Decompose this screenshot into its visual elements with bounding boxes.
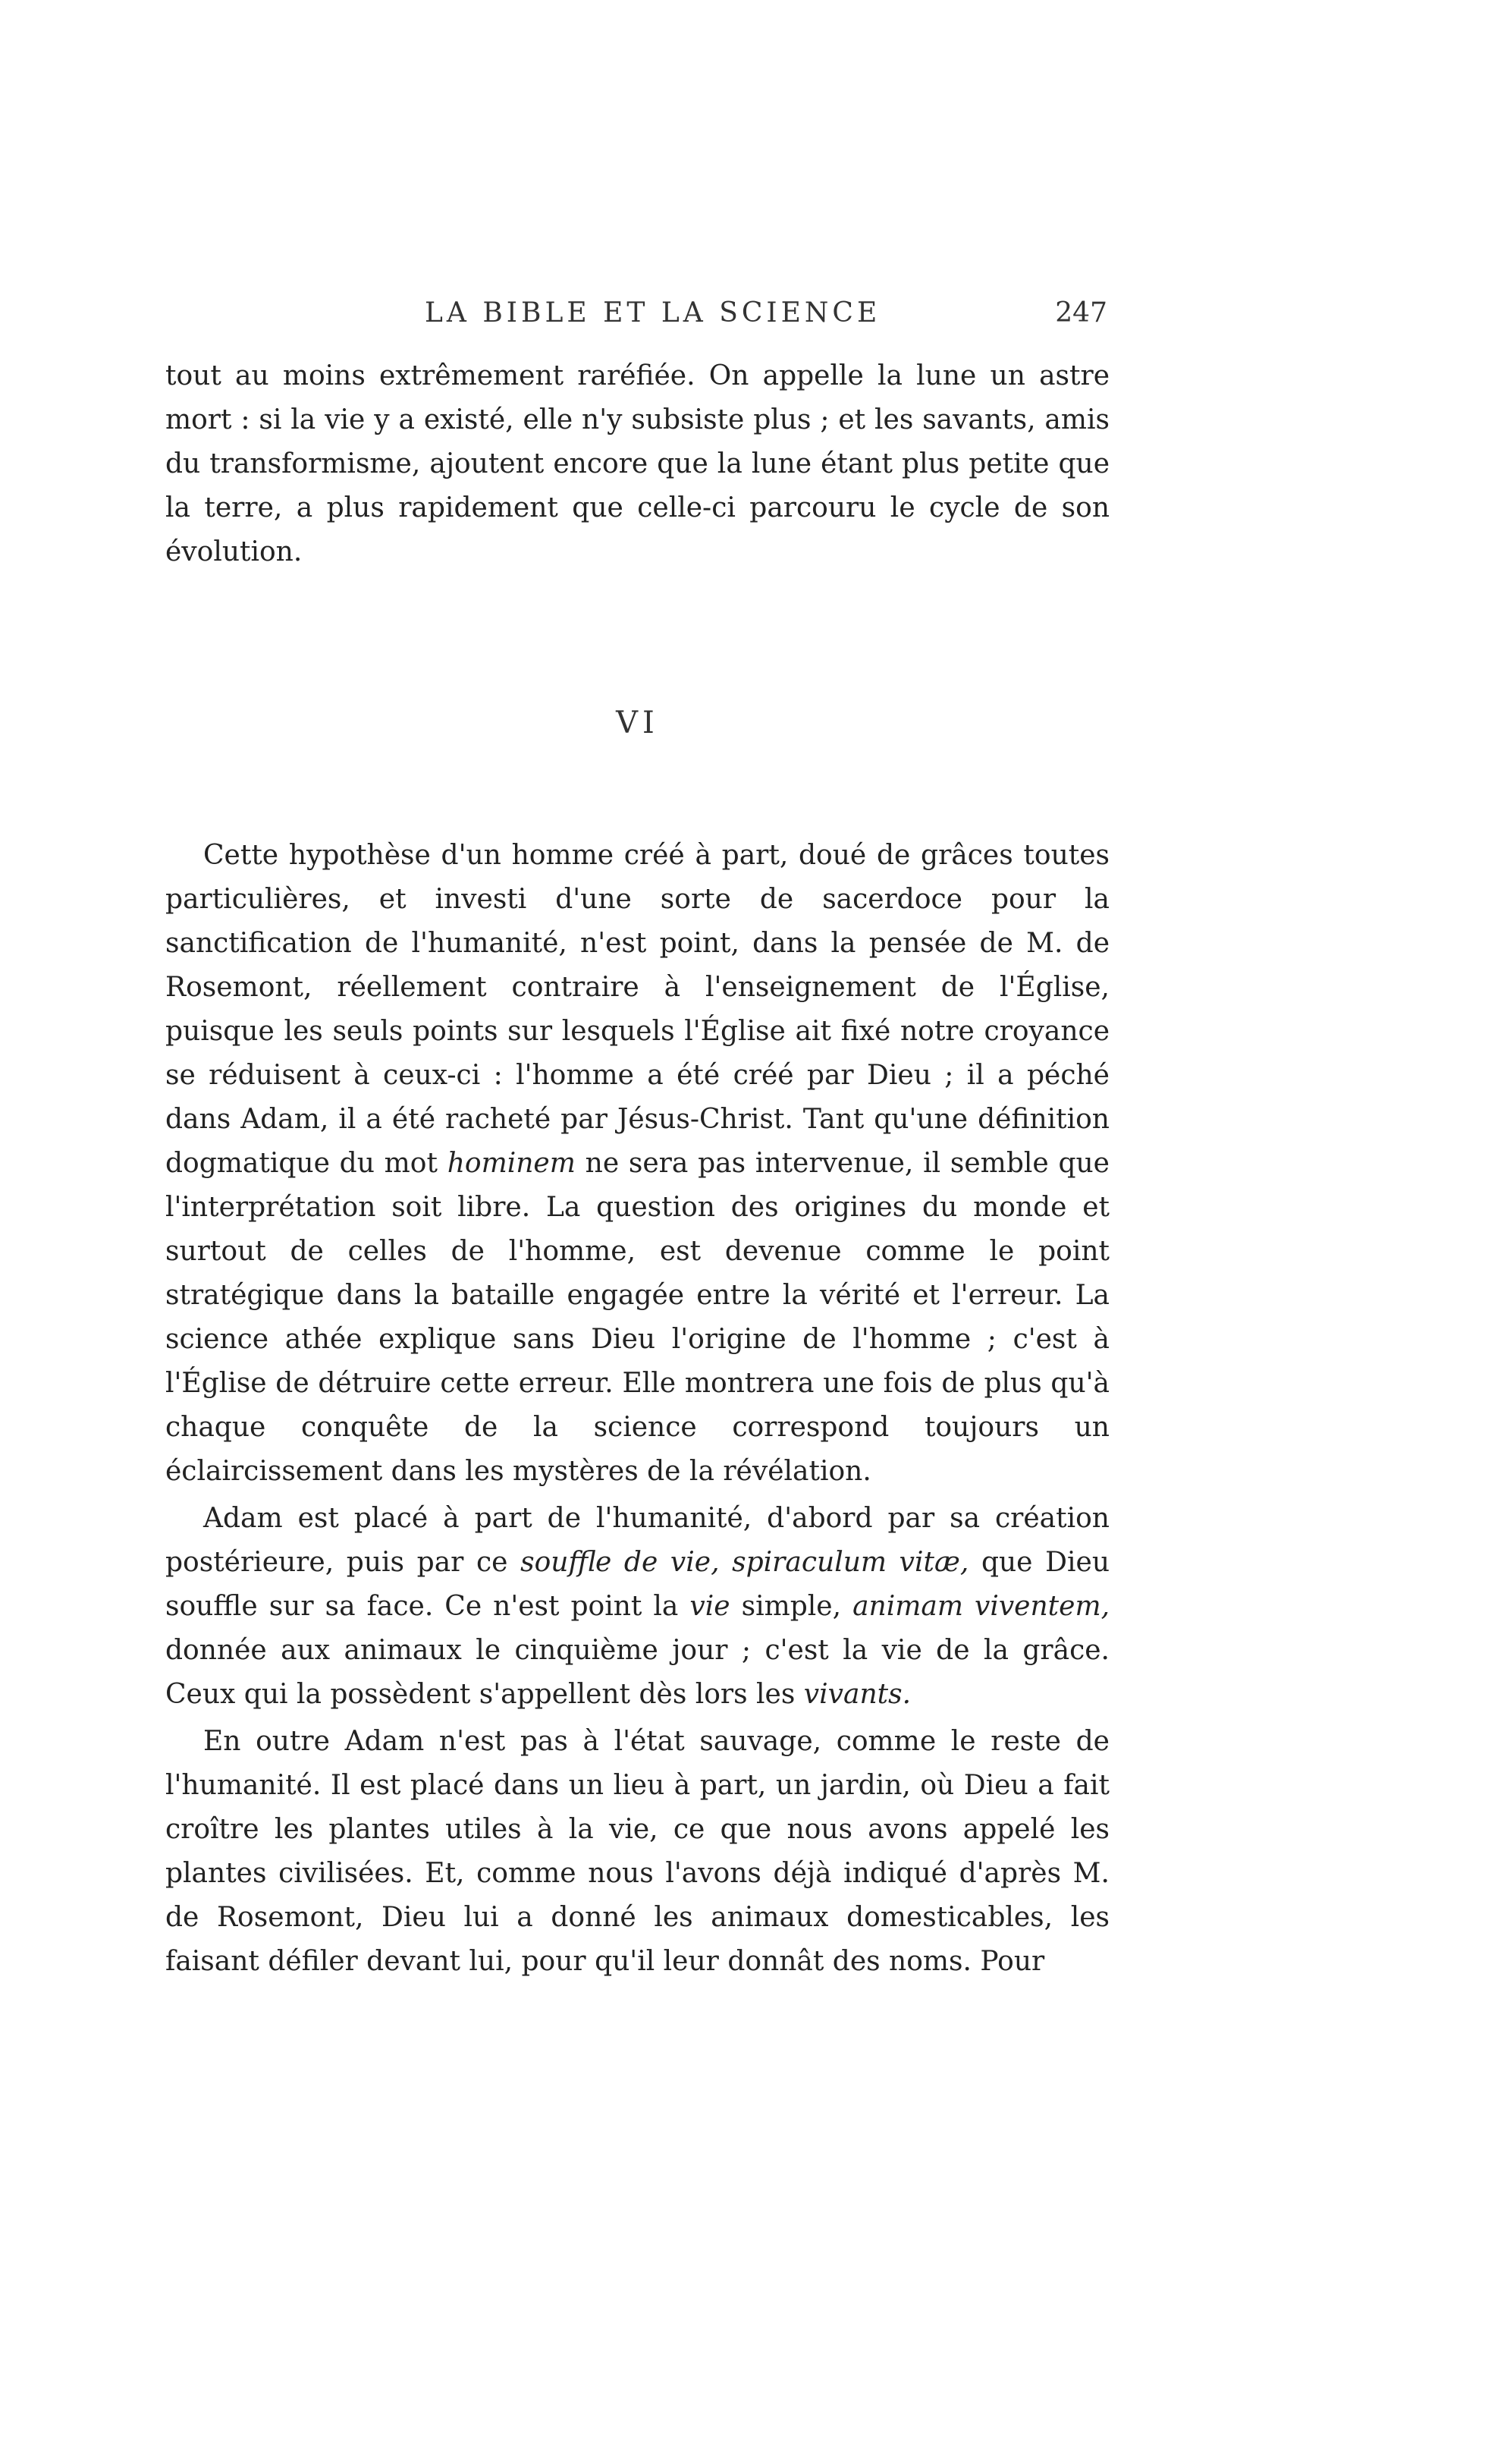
paragraph-2-text-3: simple,: [741, 1591, 842, 1622]
paragraph-1-text: Cette hypothèse d'un homme créé à part, doué de grâces toutes particulières, et investi d'une sorte de sacerdoce pour la sanctification de l'humanité, n'est point, dans la pensée de M. de Rosemont, réellement contraire à l'enseignement de l'Église, puisque les seuls points sur lesquels l'Église ait fixé notre croyance se réduisent à ceux-ci : l'homme a été créé par Dieu ; il a péché dans Adam, il a été racheté par Jésus-Christ. Tant qu'une définition dogmatique du mot: [165, 840, 1110, 1179]
continued-paragraph-block: [165, 354, 1110, 574]
paragraph-1: [165, 834, 1110, 1494]
continued-paragraph: tout au moins extrêmement raréfiée. On appelle la lune un astre mort : si la vie y a existé, elle n'y subsiste plus ; et les savants, amis du transformisme, ajoutent encore que la lune étant plus petite que la terre, a plus rapidement que celle-ci parcouru le cycle de son évolution.: [165, 360, 1110, 567]
paragraph-1-text-end: ne sera pas intervenue, il semble que l'interprétation soit libre. La question des origines du monde et surtout de celles de l'homme, est devenue comme le point stratégique dans la bataille engagée entre la vérité et l'erreur. La science athée explique sans Dieu l'origine de l'homme ; c'est à l'Église de détruire cette erreur. Elle montrera une fois de plus qu'à chaque conquête de la science correspond toujours un éclaircissement dans les mystères de la révélation.: [165, 1148, 1110, 1487]
italic-term-vie: vie: [689, 1591, 730, 1622]
running-header: [425, 297, 1107, 335]
paragraph-2: [165, 1497, 1110, 1717]
paragraph-2-text-1: Adam est placé à part de l'humanité, d'abord par sa création postérieure, puis par ce: [165, 1503, 1110, 1578]
page-number: 247: [1055, 297, 1107, 328]
paragraph-3: En outre Adam n'est pas à l'état sauvage, comme le reste de l'humanité. Il est placé dans un lieu à part, un jardin, où Dieu a fait croître les plantes utiles à la vie, ce que nous avons appelé les plantes civilisées. Et, comme nous l'avons déjà indiqué d'après M. de Rosemont, Dieu lui a donné les animaux domesticables, les faisant défiler devant lui, pour qu'il leur donnât des noms. Pour: [165, 1726, 1110, 1977]
running-title: LA BIBLE ET LA SCIENCE: [425, 297, 881, 328]
section-heading: VI: [616, 706, 659, 740]
italic-term-souffle-de-vie: souffle de vie, spiraculum vitæ,: [520, 1547, 969, 1578]
paragraph-2-text-2: que Dieu souffle sur sa face. Ce n'est point la: [165, 1547, 1110, 1622]
paragraph-2-text-4: donnée aux animaux le cinquième jour ; c'est la vie de la grâce. Ceux qui la possèdent s'appellent dès lors les: [165, 1635, 1110, 1710]
italic-term-vivants: vivants.: [803, 1679, 912, 1710]
section-body: [165, 834, 1110, 1984]
latin-term-hominem: hominem: [447, 1148, 576, 1179]
italic-term-animam-viventem: animam viventem,: [852, 1591, 1110, 1622]
